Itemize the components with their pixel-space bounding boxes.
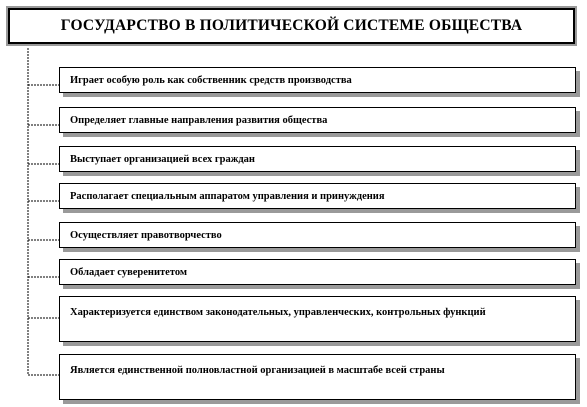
item-text: Выступает организацией всех граждан — [70, 153, 255, 165]
item-sole-sovereign-organization — [59, 354, 576, 400]
item-text: Характеризуется единством законодательных, управленческих, контрольных функций — [70, 307, 486, 318]
item-text: Играет особую роль как собственник средств производства — [70, 74, 352, 86]
item-law-making — [59, 222, 576, 248]
item-main-directions — [59, 107, 576, 133]
item-text: Является единственной полновластной организацией в масштабе всей страны — [70, 365, 445, 376]
item-sovereignty — [59, 259, 576, 285]
item-text: Осуществляет правотворчество — [70, 229, 222, 241]
item-text: Определяет главные направления развития общества — [70, 114, 328, 126]
item-text: Обладает суверенитетом — [70, 266, 188, 278]
item-text: Располагает специальным аппаратом управления и принуждения — [70, 190, 385, 202]
diagram-title: ГОСУДАРСТВО В ПОЛИТИЧЕСКОЙ СИСТЕМЕ ОБЩЕСТВА — [60, 17, 523, 34]
item-apparatus-of-coercion — [59, 183, 576, 209]
item-unity-of-functions — [59, 296, 576, 342]
item-owner-means-of-production — [59, 67, 576, 93]
item-organization-of-citizens — [59, 146, 576, 172]
